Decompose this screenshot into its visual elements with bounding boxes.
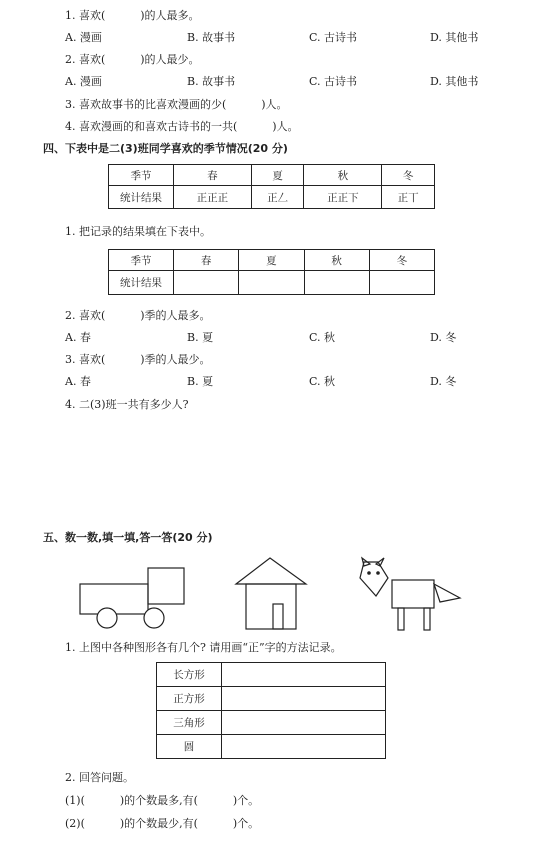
s3-q1-opt-c: C. 古诗书 — [309, 31, 358, 44]
shape-count-table — [156, 662, 386, 759]
tally-row-label: 统计结果 — [109, 186, 174, 209]
shape-label-cell: 三角形 — [157, 711, 222, 735]
s4-q4: 4. 二(3)班一共有多少人? — [65, 398, 189, 411]
s4-q3-opt-d: D. 冬 — [430, 375, 457, 388]
s3-q2-opt-d: D. 其他书 — [430, 75, 479, 88]
animal-body-rect — [392, 580, 434, 608]
s4-q3-opt-b: B. 夏 — [187, 375, 214, 388]
s3-q1-opt-b: B. 故事书 — [187, 31, 236, 44]
shape-label-cell: 正方形 — [157, 687, 222, 711]
animal-tail-triangle — [434, 584, 460, 602]
shape-label-cell: 长方形 — [157, 663, 222, 687]
season-tally-table — [108, 164, 435, 209]
s4-q3-opt-c: C. 秋 — [309, 375, 336, 388]
result-blank-cell[interactable] — [174, 271, 239, 295]
truck-cab-square — [148, 568, 184, 604]
s4-q3-opt-a: A. 春 — [65, 375, 91, 388]
animal-leg-rect — [424, 608, 430, 630]
s3-q1: 1. 喜欢( )的人最多。 — [65, 9, 200, 22]
s3-q4: 4. 喜欢漫画的和喜欢古诗书的一共( )人。 — [65, 120, 299, 133]
result-row-label: 统计结果 — [109, 271, 174, 295]
shape-answer-cell[interactable] — [222, 663, 386, 687]
shape-answer-cell[interactable] — [222, 687, 386, 711]
s4-q2-opt-c: C. 秋 — [309, 331, 336, 344]
result-header-cell: 秋 — [304, 250, 369, 271]
house-door-rect — [273, 604, 283, 629]
animal-leg-rect — [398, 608, 404, 630]
s3-q3: 3. 喜欢故事书的比喜欢漫画的少( )人。 — [65, 98, 288, 111]
s5-q1: 1. 上图中各种图形各有几个? 请用画“正”字的方法记录。 — [65, 641, 342, 654]
result-blank-cell[interactable] — [369, 271, 434, 295]
shape-answer-cell[interactable] — [222, 735, 386, 759]
tally-header-cell: 秋 — [304, 165, 382, 186]
s4-q2-opt-d: D. 冬 — [430, 331, 457, 344]
tally-header-cell: 冬 — [382, 165, 435, 186]
s4-q2-opt-a: A. 春 — [65, 331, 91, 344]
result-blank-cell[interactable] — [239, 271, 304, 295]
tally-header-cell: 春 — [174, 165, 252, 186]
house-roof-triangle — [236, 558, 306, 584]
shape-answer-cell[interactable] — [222, 711, 386, 735]
truck-wheel-circle — [144, 608, 164, 628]
result-header-cell: 夏 — [239, 250, 304, 271]
truck-wheel-circle — [97, 608, 117, 628]
animal-eyes — [367, 571, 380, 575]
s3-q2: 2. 喜欢( )的人最少。 — [65, 53, 200, 66]
tally-cell: 正丅 — [382, 186, 435, 209]
result-header-cell: 冬 — [369, 250, 434, 271]
tally-cell: 正正下 — [304, 186, 382, 209]
shape-pictures — [0, 556, 549, 646]
tally-header-cell: 季节 — [109, 165, 174, 186]
section-5-heading: 五、数一数,填一填,答一答(20 分) — [43, 531, 213, 544]
result-blank-cell[interactable] — [304, 271, 369, 295]
s4-q2-opt-b: B. 夏 — [187, 331, 214, 344]
s3-q2-opt-c: C. 古诗书 — [309, 75, 358, 88]
house-figure — [236, 558, 306, 629]
tally-cell: 正𠃋 — [251, 186, 304, 209]
result-header-cell: 春 — [174, 250, 239, 271]
season-result-table — [108, 249, 435, 295]
s3-q2-opt-a: A. 漫画 — [65, 75, 102, 88]
s3-q1-opt-a: A. 漫画 — [65, 31, 102, 44]
section-4-heading: 四、下表中是二(3)班同学喜欢的季节情况(20 分) — [43, 142, 288, 155]
s5-a2: (2)( )的个数最少,有( )个。 — [65, 817, 260, 830]
shape-label-cell: 圆 — [157, 735, 222, 759]
s5-q2: 2. 回答问题。 — [65, 771, 134, 784]
truck-body-rect — [80, 584, 148, 614]
s3-q2-opt-b: B. 故事书 — [187, 75, 236, 88]
truck-figure — [80, 568, 184, 628]
house-wall-rect — [246, 584, 296, 629]
s4-q2: 2. 喜欢( )季的人最多。 — [65, 309, 211, 322]
s5-a1: (1)( )的个数最多,有( )个。 — [65, 794, 260, 807]
s4-q1: 1. 把记录的结果填在下表中。 — [65, 225, 211, 238]
s3-q1-opt-d: D. 其他书 — [430, 31, 479, 44]
tally-header-cell: 夏 — [251, 165, 304, 186]
animal-head-shape — [360, 562, 388, 596]
result-header-cell: 季节 — [109, 250, 174, 271]
animal-figure — [360, 558, 460, 630]
s4-q3: 3. 喜欢( )季的人最少。 — [65, 353, 211, 366]
tally-cell: 正正正 — [174, 186, 252, 209]
